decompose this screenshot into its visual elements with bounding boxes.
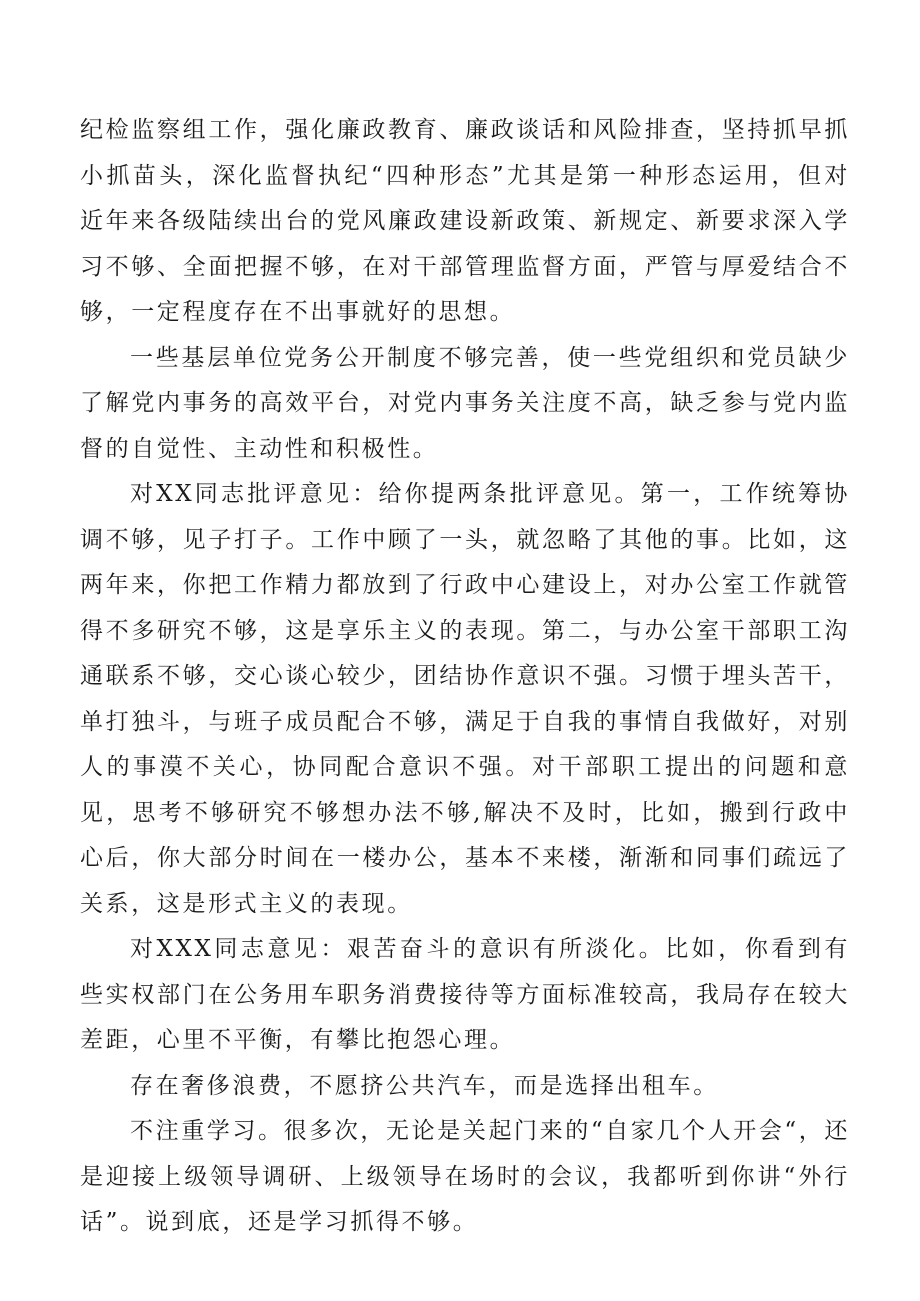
paragraph-opinion-xxx: 对XXX同志意见：艰苦奋斗的意识有所淡化。比如，你看到有些实权部门在公务用车职务消费接待等方面标准较高，我局存在较大差距，心里不平衡，有攀比抱怨心理。 [80, 936, 850, 1053]
document-body [80, 108, 850, 1246]
paragraph-extravagance: 存在奢侈浪费，不愿挤公共汽车，而是选择出租车。 [130, 1072, 719, 1099]
paragraph-discipline-inspection: 纪检监察组工作，强化廉政教育、廉政谈话和风险排查，坚持抓早抓小抓苗头，深化监督执纪“四种形态”尤其是第一种形态运用，但对近年来各级陆续出台的党风廉政建设新政策、新规定、新要求深入学习不够、全面把握不够，在对干部管理监督方面，严管与厚爱结合不够，一定程度存在不出事就好的思想。 [80, 117, 850, 325]
paragraph-study: 不注重学习。很多次，无论是关起门来的“自家几个人开会“，还是迎接上级领导调研、上级领导在场时的会议，我都听到你讲“外行话”。说到底，还是学习抓得不够。 [80, 1118, 850, 1235]
paragraph-party-affairs-openness: 一些基层单位党务公开制度不够完善，使一些党组织和党员缺少了解党内事务的高效平台，对党内事务关注度不高，缺乏参与党内监督的自觉性、主动性和积极性。 [80, 344, 850, 462]
paragraph-criticism-xx: 对XX同志批评意见：给你提两条批评意见。第一，工作统筹协调不够，见子打子。工作中顾了一头，就忽略了其他的事。比如，这两年来，你把工作精力都放到了行政中心建设上，对办公室工作就管得不多研究不够，这是享乐主义的表现。第二，与办公室干部职工沟通联系不够，交心谈心较少，团结协作意识不强。习惯于埋头苦干，单打独斗，与班子成员配合不够，满足于自我的事情自我做好，对别人的事漠不关心，协同配合意识不强。对干部职工提出的问题和意见，思考不够研究不够想办法不够,解决不及时，比如，搬到行政中心后，你大部分时间在一楼办公，基本不来楼，渐渐和同事们疏远了关系，这是形式主义的表现。 [80, 481, 850, 917]
